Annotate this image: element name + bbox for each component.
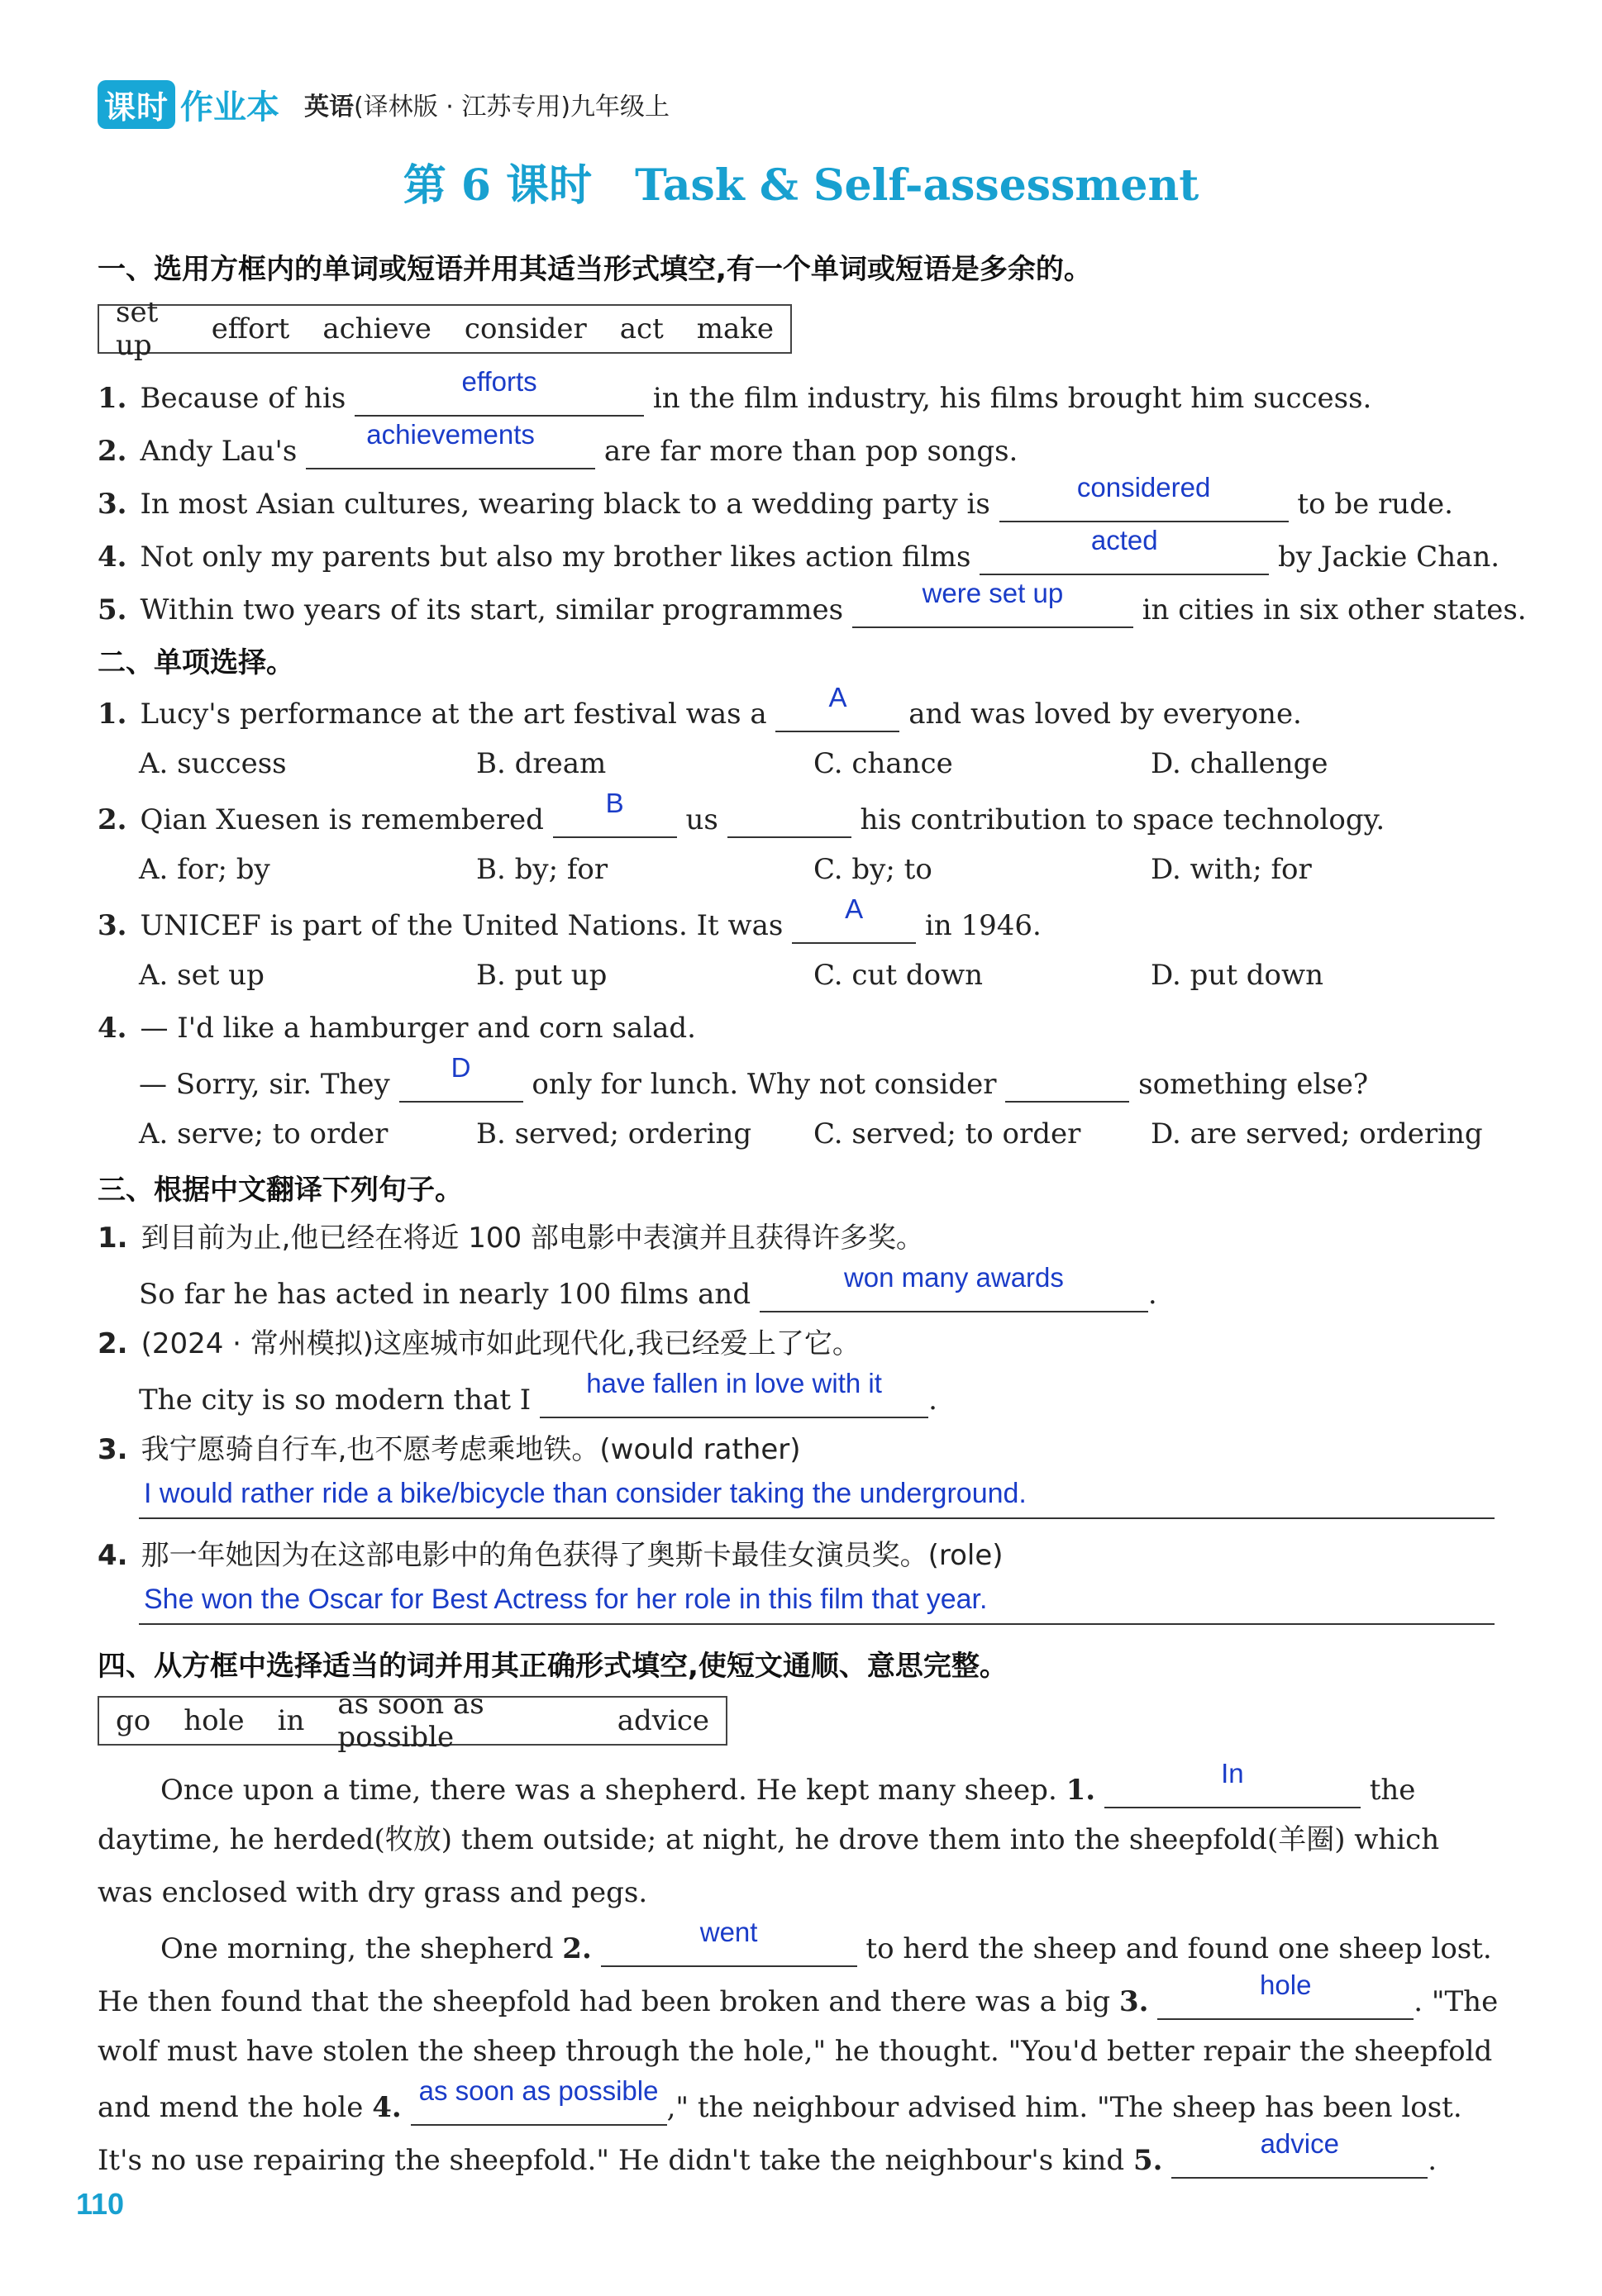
para2-line5 [98,2128,1438,2177]
answer-blank[interactable] [553,788,677,838]
item-number: 3. [98,909,127,942]
blank-number: 1. [1066,1774,1096,1807]
chinese-sentence: 那一年她因为在这部电影中的角色获得了奥斯卡最佳女演员奖。(role) [141,1539,1004,1572]
chinese-sentence: 到目前为止,他已经在将近 100 部电影中表演并且获得许多奖。 [141,1222,924,1255]
option-b[interactable]: B. served; ordering [476,1117,752,1150]
word-box-2 [98,1688,727,1754]
option-c[interactable]: C. cut down [813,959,984,992]
option-c[interactable]: C. served; to order [813,1117,1081,1150]
page-number: 110 [76,2187,125,2221]
s3-q3-cn [98,1431,801,1468]
item-text: are far more than pop songs. [603,435,1018,468]
logo: 课时 [98,80,175,129]
word: as soon as possible [337,1688,484,1754]
answer-blank[interactable] [1157,1970,1414,2020]
s2-q3 [98,893,1042,942]
item-text: Qian Xuesen is remembered [140,803,544,836]
answer: I would rather ride a bike/bicycle than consider taking the underground. [144,1478,1027,1509]
option-d[interactable]: D. put down [1151,959,1324,992]
answer-blank[interactable] [852,578,1133,628]
blank-number: 2. [562,1932,592,1965]
logo-suffix: 作业本 [180,88,280,126]
item-number: 1. [98,698,127,731]
answer-blank[interactable] [540,1368,928,1418]
answer: She won the Oscar for Best Actress for her role in this film that year. [144,1584,988,1615]
item-text: Because of his [140,382,346,415]
item-text: something else? [1138,1068,1369,1101]
subject-name: 英语 [304,93,355,121]
option-c[interactable]: C. chance [813,747,953,780]
para2-line4 [98,2075,1462,2124]
s3-q4-cn [98,1537,1004,1574]
item-number: 2. [98,1327,128,1360]
item-number: 5. [98,593,127,626]
answer: went [699,1917,758,1947]
passage-text: and mend the hole [98,2091,364,2124]
item-text: . [1147,1278,1157,1311]
answer-blank[interactable] [980,525,1269,575]
item-text: only for lunch. Why not consider [532,1068,997,1101]
answer: as soon as possible [418,2075,659,2106]
answer-blank[interactable] [1005,1063,1129,1103]
item-text: . [928,1384,937,1417]
word: consider [464,312,587,345]
page-title: 第 6 课时 Task & Self-assessment [403,160,1199,211]
answer-blank[interactable] [601,1917,857,1967]
answer: D [451,1052,471,1083]
s3-q1-cn [98,1220,924,1256]
s1-item-5 [98,578,1527,626]
item-text: The city is so modern that I [139,1384,532,1417]
s3-q4-answer-line[interactable] [139,1584,1495,1625]
passage-text: . "The [1414,1985,1499,2018]
word: achieve [322,312,431,345]
answer-blank[interactable] [355,366,644,417]
answer-blank[interactable] [1104,1758,1361,1808]
answer-blank[interactable] [1171,2128,1428,2179]
item-text: in 1946. [924,909,1042,942]
option-d[interactable]: D. challenge [1151,747,1328,780]
item-number: 2. [98,435,127,468]
item-text: Not only my parents but also my brother likes action films [140,541,971,574]
s1-item-1 [98,366,1372,415]
passage-text: Once upon a time, there was a shepherd. He kept many sheep. [160,1774,1057,1807]
item-text: his contribution to space technology. [860,803,1385,836]
item-number: 4. [98,1539,128,1572]
s2-q4-line1 [98,1010,696,1046]
passage-text: One morning, the shepherd [160,1932,554,1965]
blank-number: 5. [1132,2144,1163,2177]
item-text: by Jackie Chan. [1278,541,1500,574]
section-2-heading: 二、单项选择。 [98,646,294,679]
word: go [116,1704,151,1737]
s1-item-2 [98,419,1018,468]
para1-line2: daytime, he herded(牧放) them outside; at night, he drove them into the sheepfold(羊圈) which [98,1823,1440,1856]
answer-blank[interactable] [999,472,1289,522]
para1-line3: was enclosed with dry grass and pegs. [98,1876,648,1909]
passage-text: ," the neighbour advised him. "The sheep has been lost. [666,2091,1462,2124]
item-number: 1. [98,1222,128,1255]
item-text: — I'd like a hamburger and corn salad. [140,1012,696,1045]
passage-text: to herd the sheep and found one sheep lost. [865,1932,1492,1965]
answer: acted [1090,525,1158,555]
section-4-heading: 四、从方框中选择适当的词并用其正确形式填空,使短文通顺、意思完整。 [98,1650,1008,1683]
s3-q1-en [139,1262,1157,1311]
option-b[interactable]: B. put up [476,959,608,992]
s3-q2-cn [98,1326,861,1362]
answer: In [1221,1758,1244,1789]
item-text: in the film industry, his films brought him success. [652,382,1372,415]
section-1-heading: 一、选用方框内的单词或短语并用其适当形式填空,有一个单词或短语是多余的。 [98,253,1092,286]
item-text: So far he has acted in nearly 100 films and [139,1278,751,1311]
answer-blank[interactable] [775,682,899,732]
answer: were set up [922,578,1064,608]
item-number: 2. [98,803,127,836]
blank-number: 3. [1118,1985,1149,2018]
word: in [277,1704,305,1737]
word: set up [116,296,159,362]
answer: achievements [366,419,535,450]
header [98,79,670,129]
item-number: 4. [98,541,127,574]
item-text: Within two years of its start, similar programmes [140,593,844,626]
answer: won many awards [843,1262,1064,1293]
s1-item-3 [98,472,1453,521]
item-text: — Sorry, sir. They [139,1068,390,1101]
s2-q4-line2 [139,1052,1369,1101]
s2-q1 [98,682,1302,731]
answer-blank[interactable] [792,893,916,944]
item-text: Andy Lau's [140,435,298,468]
word: effort [211,312,290,345]
s3-q2-en [139,1368,937,1417]
option-d[interactable]: D. with; for [1151,853,1312,886]
answer: advice [1260,2128,1339,2159]
answer-blank[interactable] [399,1052,523,1103]
section-3-heading: 三、根据中文翻译下列句子。 [98,1174,463,1207]
s2-q2 [98,788,1385,836]
chinese-sentence: 我宁愿骑自行车,也不愿考虑乘地铁。(would rather) [141,1433,801,1466]
option-a[interactable]: A. for; by [139,853,270,886]
option-b[interactable]: B. dream [476,747,607,780]
para2-line2 [98,1970,1499,2018]
answer: hole [1260,1970,1312,2000]
option-c[interactable]: C. by; to [813,853,932,886]
answer: A [828,682,847,712]
answer: efforts [461,366,537,397]
answer-blank[interactable] [306,419,595,469]
passage-text: the [1369,1774,1416,1807]
word-box-1 [98,296,792,362]
item-text: In most Asian cultures, wearing black to a wedding party is [140,488,990,521]
word: hole [184,1704,245,1737]
answer: B [605,788,624,818]
passage-text: He then found that the sheepfold had been broken and there was a big [98,1985,1111,2018]
item-number: 3. [98,488,127,521]
option-b[interactable]: B. by; for [476,853,608,886]
para2-line3: wolf must have stolen the sheep through the hole," he thought. "You'd better repair the sheepfold [98,2035,1493,2068]
item-number: 3. [98,1433,128,1466]
item-number: 1. [98,382,127,415]
item-text: to be rude. [1297,488,1453,521]
para1-line1 [160,1758,1416,1807]
answer: considered [1076,472,1211,503]
answer: have fallen in love with it [586,1368,882,1398]
word: act [619,312,664,345]
answer-blank[interactable] [760,1262,1148,1312]
word: make [696,312,774,345]
answer-blank[interactable] [727,798,851,838]
s1-item-4 [98,525,1500,574]
passage-text: It's no use repairing the sheepfold." He didn't take the neighbour's kind [98,2144,1125,2177]
option-a[interactable]: A. set up [139,959,265,992]
answer: A [845,893,864,924]
answer-blank[interactable] [411,2075,667,2126]
item-text: Lucy's performance at the art festival was a [140,698,767,731]
option-a[interactable]: A. success [139,747,287,780]
option-a[interactable]: A. serve; to order [139,1117,389,1150]
item-text: and was loved by everyone. [908,698,1302,731]
item-text: UNICEF is part of the United Nations. It was [140,909,784,942]
subject-info [304,86,670,122]
item-number: 4. [98,1012,127,1045]
s3-q3-answer-line[interactable] [139,1478,1495,1519]
para2-line1 [160,1917,1492,1965]
word: advice [617,1704,709,1737]
option-d[interactable]: D. are served; ordering [1151,1117,1483,1150]
item-text: us [685,803,718,836]
item-text: in cities in six other states. [1142,593,1527,626]
chinese-sentence: (2024 · 常州模拟)这座城市如此现代化,我已经爱上了它。 [141,1327,861,1360]
passage-text: . [1428,2144,1438,2177]
blank-number: 4. [372,2091,402,2124]
subject-edition: (译林版 · 江苏专用)九年级上 [354,93,670,121]
